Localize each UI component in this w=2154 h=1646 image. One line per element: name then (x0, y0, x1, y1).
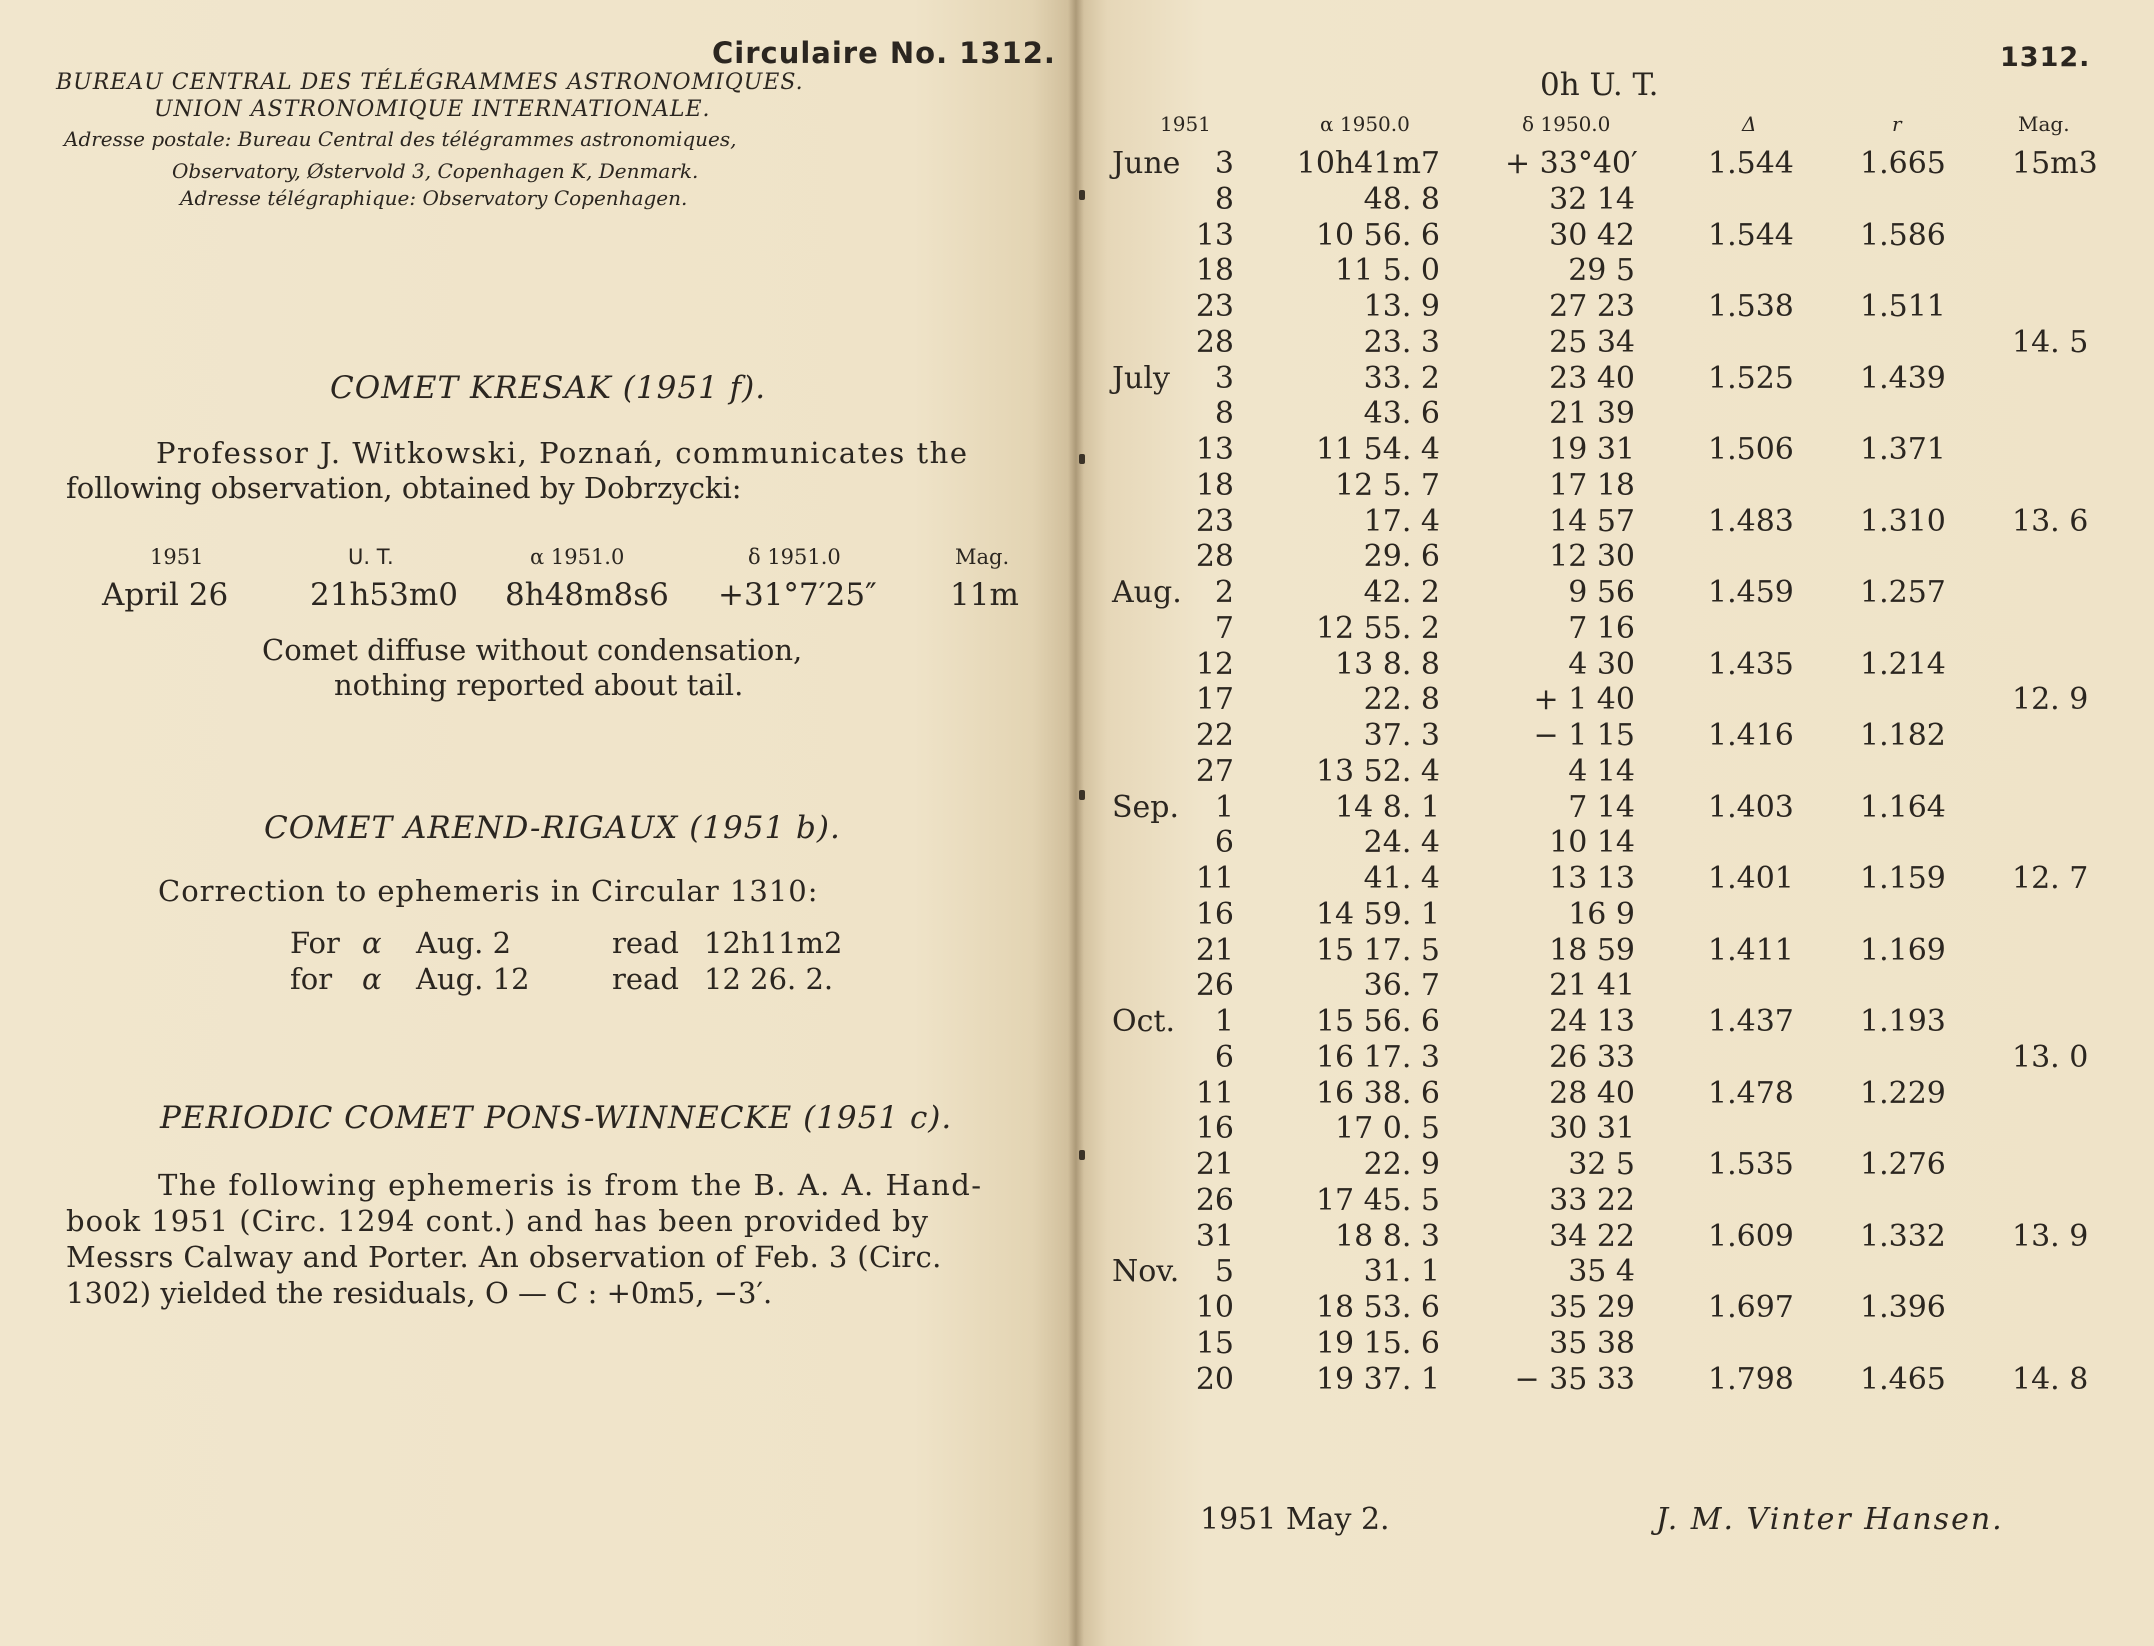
row-delta: 1.538 (1708, 289, 1794, 324)
arend-heading: COMET AREND-RIGAUX (1951 b). (264, 810, 841, 846)
row-day: 21 (1195, 932, 1234, 968)
row-day: 26 (1195, 968, 1234, 1004)
obs-header-year: 1951 (150, 545, 204, 569)
row-day: 23 (1195, 503, 1234, 539)
table-row (0, 861, 2154, 897)
col-header-dec: δ 1950.0 (1522, 112, 1611, 136)
table-row (0, 182, 2154, 218)
row-dec: 30 31 (1549, 1111, 1635, 1147)
table-row (0, 1362, 2154, 1398)
row-day: 3 (1214, 146, 1234, 181)
row-ra: 42. 2 (1363, 575, 1440, 610)
correction-read: read (612, 926, 679, 960)
row-ra: 11 54. 4 (1315, 432, 1440, 467)
row-delta: 1.544 (1708, 146, 1794, 181)
correction-symbol: α (362, 962, 382, 996)
row-ra: 15 17. 5 (1315, 932, 1440, 968)
pons-heading: PERIODIC COMET PONS-WINNECKE (1951 c). (160, 1100, 953, 1136)
obs-ra: 8h48m8s6 (505, 577, 669, 613)
row-month: June (1112, 146, 1181, 181)
row-dec: 27 23 (1549, 289, 1635, 324)
table-row (0, 1147, 2154, 1183)
obs-header-mag: Mag. (955, 545, 1010, 569)
table-row (0, 325, 2154, 361)
obs-mag: 11m (950, 577, 1019, 613)
kresak-intro-line-2: following observation, obtained by Dobrzycki: (66, 471, 742, 505)
obs-header-ra: α 1951.0 (530, 545, 625, 569)
row-dec: 17 18 (1549, 467, 1635, 503)
row-ra: 14 59. 1 (1315, 896, 1440, 932)
kresak-note-line-1: Comet diffuse without condensation, (262, 633, 803, 667)
row-ra: 17 45. 5 (1315, 1182, 1440, 1218)
row-r: 1.511 (1860, 289, 1946, 324)
correction-read: read (612, 962, 679, 996)
table-row (0, 1219, 2154, 1255)
row-mag: 12. 7 (2012, 861, 2089, 896)
table-row (0, 468, 2154, 504)
row-ra: 10 56. 6 (1315, 217, 1440, 253)
col-header-ra: α 1950.0 (1320, 112, 1410, 136)
row-delta: 1.437 (1708, 1004, 1794, 1039)
footer-signature: J. M. Vinter Hansen. (1656, 1502, 2004, 1537)
row-ra: 15 56. 6 (1315, 1004, 1440, 1039)
postal-address-line-2: Observatory, Østervold 3, Copenhagen K, Denmark. (172, 159, 699, 183)
row-dec: 34 22 (1549, 1218, 1635, 1254)
row-delta: 1.416 (1708, 718, 1794, 753)
row-day: 8 (1214, 396, 1234, 432)
row-dec: 7 16 (1568, 610, 1635, 646)
kresak-intro-line-1: Professor J. Witkowski, Poznań, communicates the (156, 436, 969, 470)
row-ra: 41. 4 (1363, 861, 1440, 896)
row-delta: 1.478 (1708, 1075, 1794, 1111)
row-dec: 35 38 (1549, 1325, 1635, 1361)
col-header-mag: Mag. (2018, 112, 2070, 136)
obs-header-dec: δ 1951.0 (748, 545, 841, 569)
row-ra: 22. 8 (1363, 682, 1440, 718)
row-delta: 1.697 (1708, 1290, 1794, 1325)
row-day: 7 (1214, 610, 1234, 646)
row-delta: 1.403 (1708, 789, 1794, 825)
row-r: 1.257 (1860, 575, 1946, 610)
row-r: 1.276 (1860, 1147, 1946, 1182)
row-ra: 12 55. 2 (1315, 610, 1440, 646)
row-dec: + 33°40′ (1505, 146, 1638, 181)
row-r: 1.229 (1860, 1075, 1946, 1111)
row-day: 28 (1195, 539, 1234, 575)
pons-line-1: The following ephemeris is from the B. A. A. Hand- (158, 1168, 983, 1202)
table-row (0, 718, 2154, 754)
row-delta: 1.459 (1708, 575, 1794, 610)
row-ra: 18 53. 6 (1315, 1290, 1440, 1325)
row-dec: 16 9 (1568, 896, 1635, 932)
kresak-heading: COMET KRESAK (1951 f). (330, 370, 767, 406)
row-mag: 14. 8 (2012, 1361, 2089, 1397)
row-month: July (1112, 360, 1170, 396)
row-delta: 1.544 (1708, 217, 1794, 253)
correction-value: 12 26. 2. (704, 962, 834, 996)
row-dec: 30 42 (1549, 217, 1635, 253)
row-day: 3 (1214, 360, 1234, 396)
row-delta: 1.609 (1708, 1218, 1794, 1254)
table-row (0, 1040, 2154, 1076)
row-dec: 33 22 (1549, 1182, 1635, 1218)
table-row (0, 1290, 2154, 1326)
row-dec: 10 14 (1549, 825, 1635, 861)
row-dec: 13 13 (1549, 861, 1635, 896)
table-row (0, 1183, 2154, 1219)
table-row (0, 968, 2154, 1004)
col-header-r: r (1892, 112, 1902, 136)
table-row (0, 611, 2154, 647)
row-day: 8 (1214, 181, 1234, 217)
row-r: 1.214 (1860, 646, 1946, 682)
row-r: 1.396 (1860, 1290, 1946, 1325)
row-r: 1.159 (1860, 861, 1946, 896)
row-day: 20 (1195, 1361, 1234, 1397)
row-ra: 19 15. 6 (1315, 1325, 1440, 1361)
row-ra: 16 38. 6 (1315, 1075, 1440, 1111)
row-day: 23 (1195, 289, 1234, 324)
circular-number: Circulaire No. 1312. (712, 36, 1056, 70)
table-row (0, 754, 2154, 790)
row-dec: 29 5 (1568, 253, 1635, 289)
row-ra: 48. 8 (1363, 181, 1440, 217)
row-delta: 1.401 (1708, 861, 1794, 896)
row-r: 1.439 (1860, 360, 1946, 396)
row-mag: 13. 9 (2012, 1218, 2089, 1254)
row-ra: 37. 3 (1363, 718, 1440, 753)
row-delta: 1.798 (1708, 1361, 1794, 1397)
row-ra: 10h41m7 (1296, 146, 1440, 181)
union-title: UNION ASTRONOMIQUE INTERNATIONALE. (154, 97, 711, 122)
row-mag: 13. 6 (2012, 503, 2089, 539)
row-delta: 1.525 (1708, 360, 1794, 396)
row-mag: 14. 5 (2012, 324, 2089, 360)
row-day: 12 (1195, 646, 1234, 682)
row-day: 11 (1195, 861, 1234, 896)
row-dec: 23 40 (1549, 360, 1635, 396)
table-row (0, 575, 2154, 611)
table-row (0, 897, 2154, 933)
row-dec: 4 30 (1568, 646, 1635, 682)
table-row (0, 361, 2154, 397)
row-ra: 13 8. 8 (1335, 646, 1440, 682)
row-day: 27 (1195, 753, 1234, 789)
row-r: 1.665 (1860, 146, 1946, 181)
row-day: 17 (1195, 682, 1234, 718)
row-ra: 14 8. 1 (1335, 789, 1440, 825)
row-r: 1.193 (1860, 1004, 1946, 1039)
table-row (0, 1004, 2154, 1040)
row-dec: 18 59 (1549, 932, 1635, 968)
row-dec: 9 56 (1568, 575, 1635, 610)
row-ra: 17. 4 (1363, 503, 1440, 539)
row-r: 1.182 (1860, 718, 1946, 753)
bureau-title: BUREAU CENTRAL DES TÉLÉGRAMMES ASTRONOMIQUES. (56, 70, 804, 95)
row-ra: 31. 1 (1363, 1254, 1440, 1290)
row-ra: 16 17. 3 (1315, 1039, 1440, 1075)
row-month: Oct. (1112, 1004, 1175, 1039)
row-dec: 4 14 (1568, 753, 1635, 789)
row-ra: 43. 6 (1363, 396, 1440, 432)
row-ra: 17 0. 5 (1335, 1111, 1440, 1147)
row-ra: 12 5. 7 (1335, 467, 1440, 503)
table-row (0, 682, 2154, 718)
row-day: 13 (1195, 217, 1234, 253)
kresak-note-line-2: nothing reported about tail. (334, 668, 744, 702)
row-month: Sep. (1112, 789, 1180, 825)
table-row (0, 289, 2154, 325)
arend-intro: Correction to ephemeris in Circular 1310: (158, 874, 819, 908)
row-r: 1.164 (1860, 789, 1946, 825)
row-dec: 21 39 (1549, 396, 1635, 432)
row-dec: 32 14 (1549, 181, 1635, 217)
row-mag: 13. 0 (2012, 1039, 2089, 1075)
row-r: 1.310 (1860, 503, 1946, 539)
row-dec: 24 13 (1549, 1004, 1635, 1039)
row-dec: 25 34 (1549, 324, 1635, 360)
row-dec: 32 5 (1568, 1147, 1635, 1182)
col-header-delta: Δ (1742, 112, 1757, 136)
row-day: 5 (1214, 1254, 1234, 1290)
row-day: 6 (1214, 825, 1234, 861)
row-dec: 21 41 (1549, 968, 1635, 1004)
row-ra: 29. 6 (1363, 539, 1440, 575)
row-r: 1.169 (1860, 932, 1946, 968)
table-row (0, 1254, 2154, 1290)
col-header-year: 1951 (1160, 112, 1211, 136)
row-delta: 1.506 (1708, 432, 1794, 467)
row-ra: 18 8. 3 (1335, 1218, 1440, 1254)
row-day: 26 (1195, 1182, 1234, 1218)
correction-value: 12h11m2 (704, 926, 843, 960)
table-row (0, 253, 2154, 289)
row-day: 21 (1195, 1147, 1234, 1182)
row-day: 15 (1195, 1325, 1234, 1361)
row-day: 1 (1214, 789, 1234, 825)
row-dec: 26 33 (1549, 1039, 1635, 1075)
row-delta: 1.535 (1708, 1147, 1794, 1182)
row-ra: 11 5. 0 (1335, 253, 1440, 289)
ut-header: 0h U. T. (1540, 67, 1659, 103)
table-row (0, 1111, 2154, 1147)
row-ra: 19 37. 1 (1315, 1361, 1440, 1397)
telegraphic-address: Adresse télégraphique: Observatory Copenhagen. (180, 186, 688, 210)
table-row (0, 504, 2154, 540)
row-day: 18 (1195, 467, 1234, 503)
table-row (0, 432, 2154, 468)
row-day: 11 (1195, 1075, 1234, 1111)
obs-ut: 21h53m0 (310, 577, 458, 613)
row-ra: 22. 9 (1363, 1147, 1440, 1182)
row-ra: 13 52. 4 (1315, 753, 1440, 789)
row-dec: 14 57 (1549, 503, 1635, 539)
obs-date: April 26 (102, 577, 229, 613)
correction-date: Aug. 2 (416, 926, 512, 960)
table-row (0, 396, 2154, 432)
row-ra: 23. 3 (1363, 324, 1440, 360)
pons-line-4: 1302) yielded the residuals, O — C : +0m5, −3′. (66, 1276, 773, 1310)
row-dec: 35 29 (1549, 1290, 1635, 1325)
row-dec: − 1 15 (1533, 718, 1635, 753)
row-r: 1.586 (1860, 217, 1946, 253)
row-delta: 1.411 (1708, 932, 1794, 968)
postal-address: Adresse postale: Bureau Central des télégrammes astronomiques, (64, 127, 737, 151)
row-ra: 36. 7 (1363, 968, 1440, 1004)
row-day: 31 (1195, 1218, 1234, 1254)
row-r: 1.371 (1860, 432, 1946, 467)
row-delta: 1.435 (1708, 646, 1794, 682)
row-mag: 15m3 (2012, 146, 2098, 181)
obs-dec: +31°7′25″ (718, 577, 877, 613)
correction-date: Aug. 12 (416, 962, 530, 996)
row-mag: 12. 9 (2012, 682, 2089, 718)
row-dec: 35 4 (1568, 1254, 1635, 1290)
table-row (0, 146, 2154, 182)
obs-header-ut: U. T. (348, 545, 394, 569)
correction-symbol: α (362, 926, 382, 960)
row-day: 16 (1195, 1111, 1234, 1147)
row-month: Aug. (1112, 575, 1182, 610)
row-day: 18 (1195, 253, 1234, 289)
page-number: 1312. (2000, 42, 2091, 73)
row-ra: 24. 4 (1363, 825, 1440, 861)
correction-for: For (290, 926, 340, 960)
row-r: 1.465 (1860, 1361, 1946, 1397)
row-day: 6 (1214, 1039, 1234, 1075)
table-row (0, 1076, 2154, 1112)
row-ra: 33. 2 (1363, 360, 1440, 396)
table-row (0, 825, 2154, 861)
correction-for: for (290, 962, 333, 996)
row-day: 16 (1195, 896, 1234, 932)
table-row (0, 790, 2154, 826)
row-dec: 28 40 (1549, 1075, 1635, 1111)
row-dec: 12 30 (1549, 539, 1635, 575)
footer-date: 1951 May 2. (1200, 1502, 1390, 1537)
table-row (0, 218, 2154, 254)
table-row (0, 539, 2154, 575)
table-row (0, 933, 2154, 969)
row-delta: 1.483 (1708, 503, 1794, 539)
pons-line-3: Messrs Calway and Porter. An observation of Feb. 3 (Circ. (66, 1240, 942, 1274)
row-dec: 19 31 (1549, 432, 1635, 467)
row-dec: + 1 40 (1533, 682, 1635, 718)
row-ra: 13. 9 (1363, 289, 1440, 324)
row-day: 28 (1195, 324, 1234, 360)
table-row (0, 1326, 2154, 1362)
row-day: 22 (1195, 718, 1234, 753)
row-day: 1 (1214, 1004, 1234, 1039)
row-dec: − 35 33 (1514, 1361, 1635, 1397)
row-month: Nov. (1112, 1254, 1180, 1290)
pons-line-2: book 1951 (Circ. 1294 cont.) and has been provided by (66, 1204, 930, 1238)
row-day: 2 (1214, 575, 1234, 610)
row-day: 10 (1195, 1290, 1234, 1325)
row-r: 1.332 (1860, 1218, 1946, 1254)
table-row (0, 647, 2154, 683)
row-day: 13 (1195, 432, 1234, 467)
row-dec: 7 14 (1568, 789, 1635, 825)
